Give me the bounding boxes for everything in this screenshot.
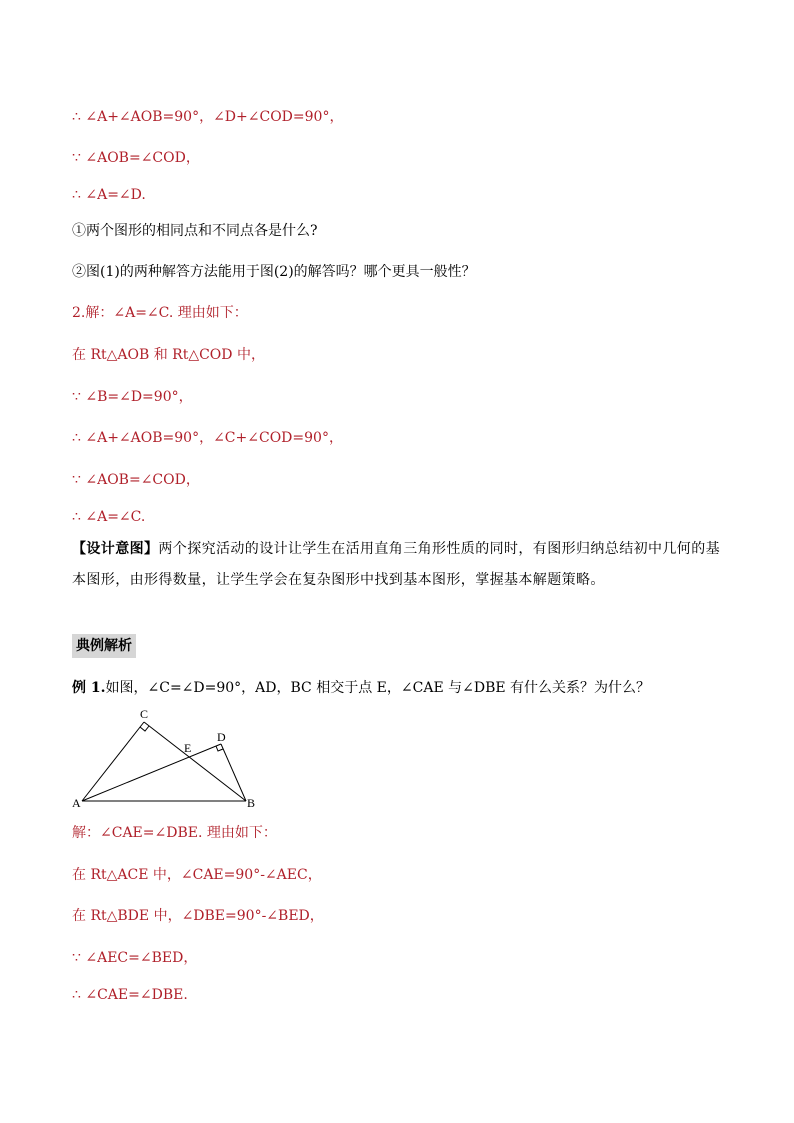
label-d: D [217,730,226,744]
solution-line-2: 在 Rt△BDE 中，∠DBE=90°-∠BED， [72,908,324,924]
label-c: C [140,707,149,721]
solution-intro: 解：∠CAE=∠DBE. 理由如下： [72,825,277,841]
solution-2-line-4: ∵ ∠AOB=∠COD， [72,472,200,488]
step-line-1: ∴ ∠A+∠AOB=90°，∠D+∠COD=90°， [72,109,344,125]
section-heading: 典例解析 [72,634,136,658]
step-line-2: ∵ ∠AOB=∠COD， [72,150,200,166]
solution-2-line-5: ∴ ∠A=∠C. [72,509,146,525]
solution-2-line-1: 在 Rt△AOB 和 Rt△COD 中， [72,347,265,363]
example-1-text: 如图，∠C=∠D=90°，AD，BC 相交于点 E，∠CAE 与∠DBE 有什么关系？为什么？ [105,680,651,696]
design-intent-text: 两个探究活动的设计让学生在活用直角三角形性质的同时，有图形归纳总结初中几何的基本图形，由形得数量，让学生学会在复杂图形中找到基本图形，掌握基本解题策略。 [72,541,721,588]
geometry-figure [66,700,276,815]
solution-line-3: ∵ ∠AEC=∠BED， [72,950,198,966]
solution-line-4: ∴ ∠CAE=∠DBE. [72,987,188,1003]
label-b: B [247,796,256,810]
label-a: A [72,796,81,810]
solution-2-intro: 2.解：∠A=∠C. 理由如下： [72,305,248,321]
segment-cb [144,722,246,801]
solution-line-1: 在 Rt△ACE 中，∠CAE=90°-∠AEC， [72,867,322,883]
solution-2-line-3: ∴ ∠A+∠AOB=90°，∠C+∠COD=90°， [72,430,343,446]
question-2: ②图(1)的两种解答方法能用于图(2)的解答吗？哪个更具一般性？ [72,264,476,280]
design-intent-label: 【设计意图】 [72,541,159,557]
segment-ad [82,744,221,801]
segment-ac [82,722,144,801]
example-1-question [72,678,650,698]
step-line-3: ∴ ∠A=∠D. [72,187,146,203]
design-intent [72,534,722,596]
question-1: ①两个图形的相同点和不同点各是什么? [72,223,318,239]
example-1-label: 例 1. [72,680,106,696]
segment-db [221,744,246,801]
label-e: E [184,741,192,755]
solution-2-line-2: ∵ ∠B=∠D=90°， [72,389,193,405]
right-angle-mark-c [140,726,149,731]
